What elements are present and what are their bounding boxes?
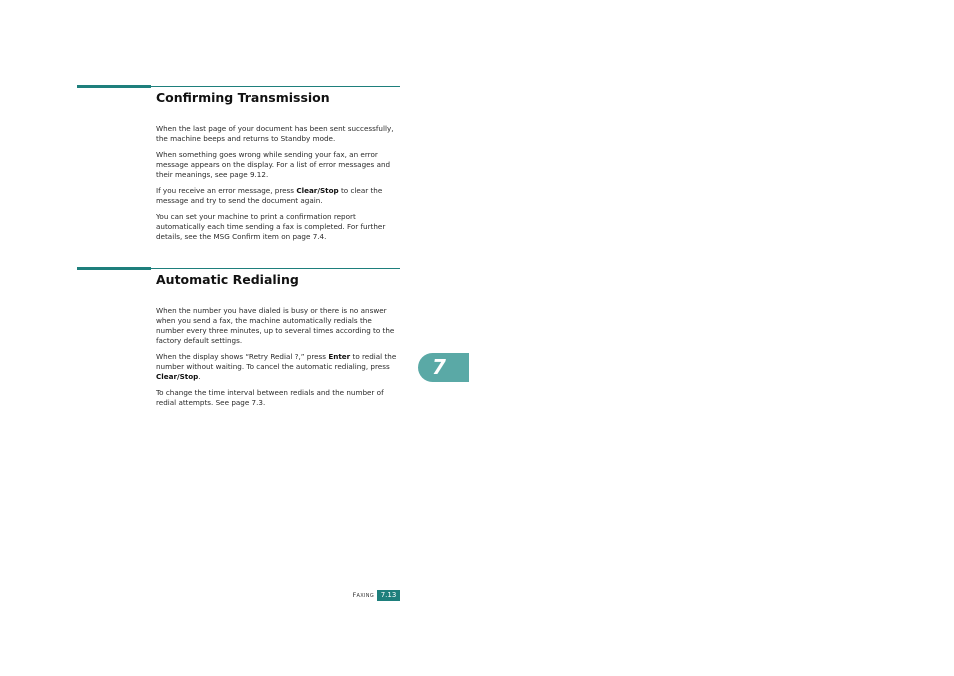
paragraph	[156, 212, 400, 242]
text-run: to redial the number without waiting. To cancel the automatic redialing, press	[156, 352, 397, 371]
paragraph	[156, 306, 400, 346]
text-run: When the number you have dialed is busy or there is no answer when you send a fax, the machine automatically redials the number every three minutes, up to several times according to the factory default settings.	[156, 306, 395, 345]
text-run: If you receive an error message, press	[156, 186, 297, 195]
text-run: .	[198, 372, 201, 381]
paragraph	[156, 186, 400, 206]
rule-line	[151, 86, 400, 87]
text-run: to clear the message and try to send the document again.	[156, 186, 383, 205]
key-name: Clear/Stop	[296, 186, 339, 195]
section-title-automatic-redialing: Automatic Redialing	[156, 272, 299, 287]
rule-accent	[77, 267, 151, 270]
key-name: Clear/Stop	[156, 372, 199, 381]
footer-chapter-label	[338, 590, 374, 600]
section-rule	[77, 85, 400, 89]
paragraph	[156, 124, 400, 144]
section-title-confirming-transmission: Confirming Transmission	[156, 90, 330, 105]
rule-accent	[77, 85, 151, 88]
paragraph	[156, 352, 400, 382]
text-run: When something goes wrong while sending your fax, an error message appears on the display. For a list of error messages and their meanings, see page 9.12.	[156, 150, 391, 179]
text-run: When the display shows “Retry Redial ?,” press	[156, 352, 329, 361]
text-run: When the last page of your document has been sent successfully, the machine beeps and returns to Standby mode.	[156, 124, 394, 143]
page-number-badge: 7.13	[377, 590, 400, 601]
key-name: Enter	[328, 352, 351, 361]
chapter-number: 7	[432, 355, 446, 379]
chapter-tab	[418, 353, 469, 382]
footer-label-text: Faxing	[352, 591, 374, 599]
paragraph	[156, 150, 400, 180]
rule-line	[151, 268, 400, 269]
text-run: To change the time interval between redials and the number of redial attempts. See page 7.3.	[156, 388, 384, 407]
text-run: You can set your machine to print a confirmation report automatically each time sending a fax is completed. For further details, see the MSG Confirm item on page 7.4.	[156, 212, 386, 241]
section-rule	[77, 267, 400, 271]
section-body-automatic-redialing	[156, 306, 400, 414]
paragraph	[156, 388, 400, 408]
section-body-confirming-transmission	[156, 124, 400, 248]
